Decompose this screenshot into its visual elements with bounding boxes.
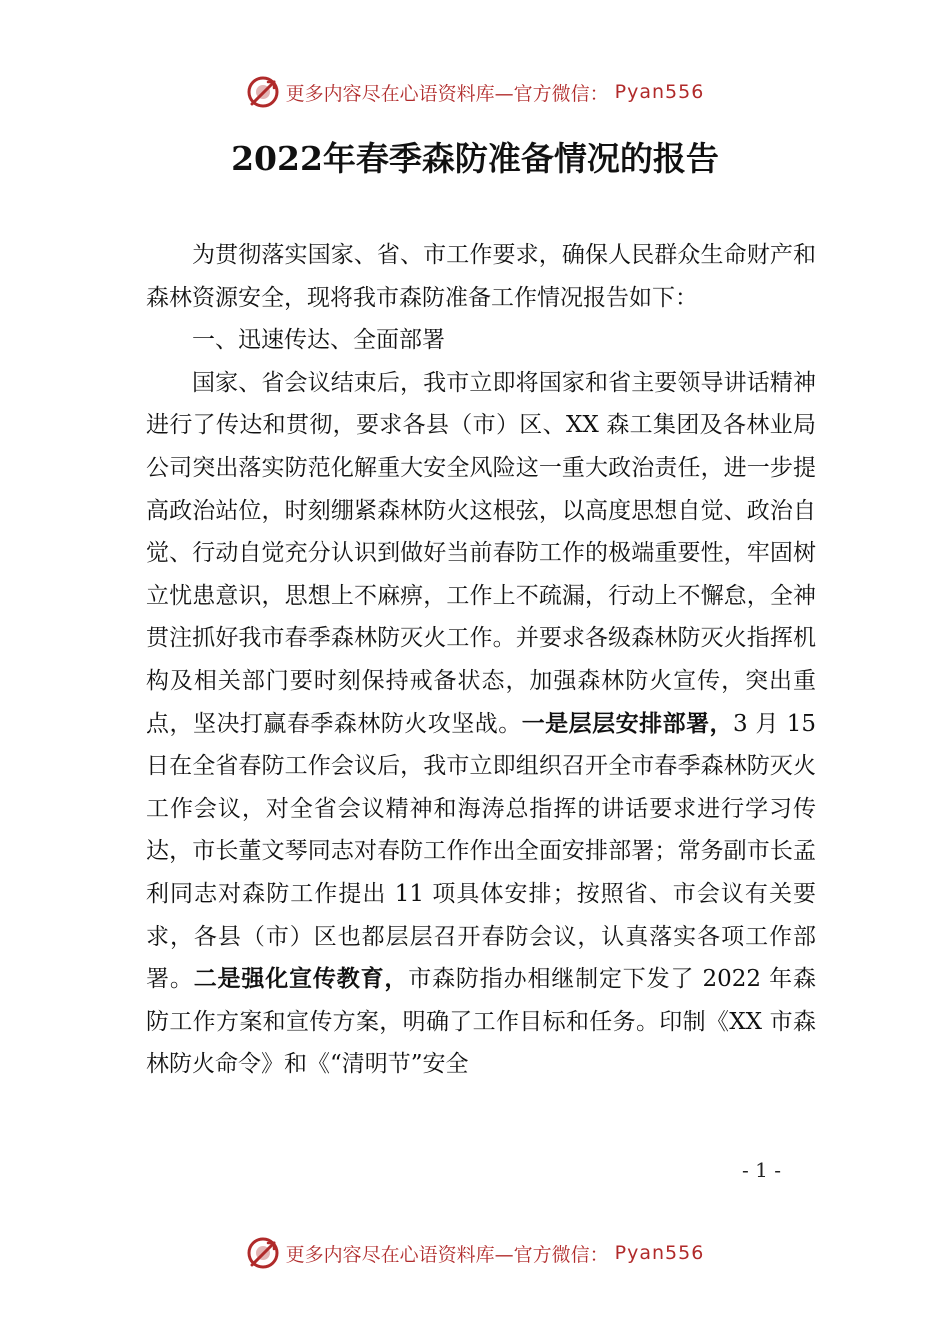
- intro-paragraph: 为贯彻落实国家、省、市工作要求，确保人民群众生命财产和森林资源安全，现将我市森防准备工作情况报告如下：: [146, 242, 816, 311]
- section-heading-1: 一、迅速传达、全面部署: [192, 327, 445, 354]
- watermark-wechat-id: Pyan556: [614, 1242, 705, 1264]
- logo-icon: [246, 1236, 280, 1270]
- paragraph-text-mid: 3 月 15 日在全省春防工作会议后，我市立即组织召开全市春季森林防灭火工作会议，对全省会议精神和海涛总指挥的讲话要求进行学习传达，市长董文琴同志对春防工作作出全面安排部署；常务副市长孟利同志对森防工作提出 11 项具体安排；按照省、市会议有关要求，各县（市）区也都层层召开春防会议，认真落实各项工作部署。: [146, 710, 817, 993]
- paragraph-text-end: 市森防指办相继制定下发了 2022 年森防工作方案和宣传方案，明确了工作目标和任务。印制《XX 市森林防火命令》和《“清明节”安全: [146, 966, 817, 1078]
- bold-phrase-1: 一是层层安排部署，: [521, 710, 734, 737]
- watermark-text: 更多内容尽在心语资料库—官方微信：: [285, 1243, 609, 1266]
- logo-icon: [246, 75, 280, 109]
- watermark-wechat-id: Pyan556: [614, 81, 705, 103]
- watermark-header: [0, 72, 950, 112]
- paragraph-text-start: 国家、省会议结束后，我市立即将国家和省主要领导讲话精神进行了传达和贯彻，要求各县（市）区、XX 森工集团及各林业局公司突出落实防范化解重大安全风险这一重大政治责任，进一步提高政治站位，时刻绷紧森林防火这根弦，以高度思想自觉、政治自觉、行动自觉充分认识到做好当前春防工作的极端重要性，牢固树立忧患意识，思想上不麻痹，工作上不疏漏，行动上不懈怠，全神贯注抓好我市春季森林防灭火工作。并要求各级森林防灭火指挥机构及相关部门要时刻保持戒备状态，加强森林防火宣传，突出重点，坚决打赢春季森林防火攻坚战。: [146, 369, 816, 737]
- body-paragraph-1: [146, 362, 816, 1086]
- document-body: [146, 234, 816, 1086]
- watermark-text: 更多内容尽在心语资料库—官方微信：: [285, 82, 609, 105]
- bold-phrase-2: 二是强化宣传教育，: [193, 966, 409, 993]
- watermark-footer: [0, 1233, 950, 1273]
- page-number: - 1 -: [742, 1158, 781, 1182]
- document-title: 2022年春季森防准备情况的报告: [231, 139, 719, 178]
